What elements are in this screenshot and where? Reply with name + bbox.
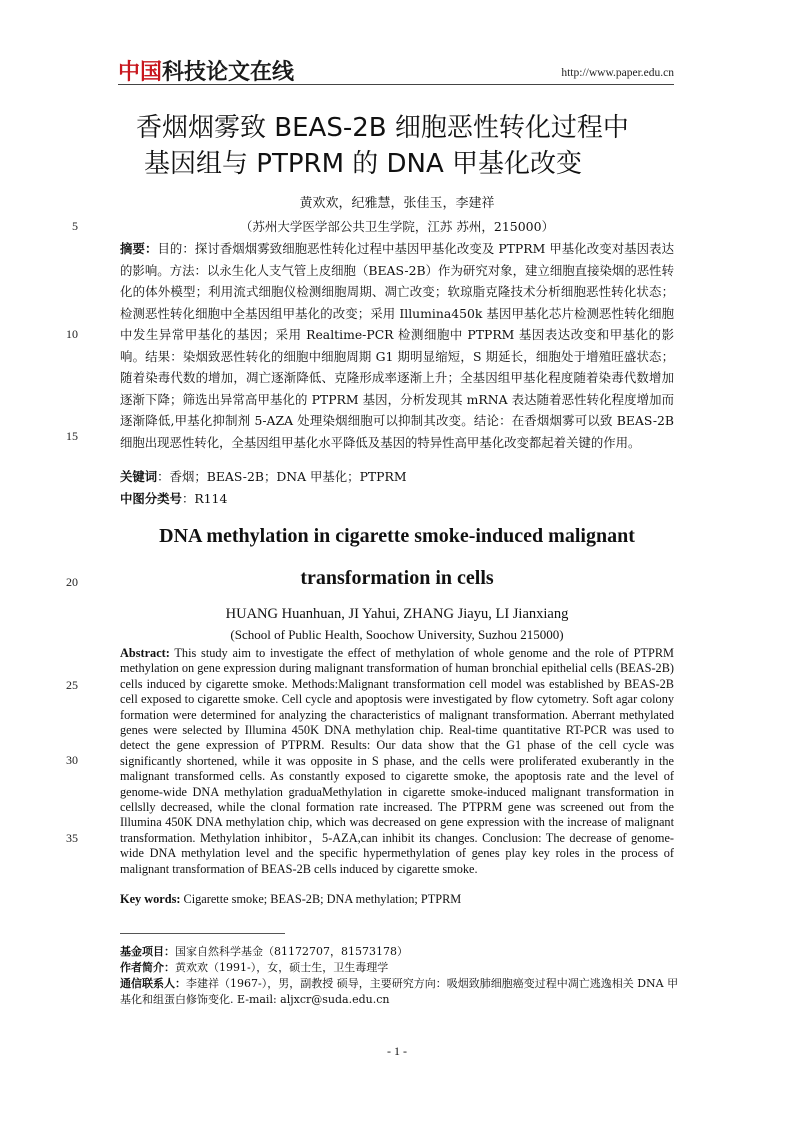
- keywords-cn: [120, 466, 674, 488]
- abstract-cn: [120, 238, 674, 453]
- line-number: 35: [66, 831, 78, 845]
- abstract-cn-text: 目的：探讨香烟烟雾致细胞恶性转化过程中基因甲基化改变及 PTPRM 甲基化改变对基因表达的影响。方法：以永生化人支气管上皮细胞（BEAS-2B）作为研究对象，建立细胞直接染烟的恶性转化的体外模型；利用流式细胞仪检测细胞周期、凋亡改变；软琼脂克隆技术分析细胞恶性转化状态；检测恶性转化细胞中全基因组甲基化的改变；采用 Illumina450k 基因甲基化芯片检测恶性转化细胞中发生异常甲基化的基因；采用 Realtime-PCR 检测细胞中 PTPRM 基因表达改变和甲基化的影响。结果：染烟致恶性转化的细胞中细胞周期 G1 期明显缩短，S 期延长，细胞处于增殖旺盛状态；随着染毒代数的增加，凋亡逐渐降低、克隆形成率逐渐上升；全基因组甲基化程度随着染毒代数增加逐渐下降；筛选出异常高甲基化的 PTPRM 基因，分析发现其 mRNA 表达随着恶性转化程度增加而逐渐降低,甲基化抑制剂 5-AZA 处理染烟细胞可以抑制其改变。结论：在香烟烟雾可以致 BEAS-2B 细胞出现恶性转化，全基因组甲基化水平降低及基因的特异性高甲基化改变都起着关键的作用。: [120, 241, 674, 450]
- abstract-cn-label: 摘要：: [120, 241, 158, 256]
- line-number: 25: [66, 678, 78, 692]
- abstract-en-text: This study aim to investigate the effect of methylation of whole genome and the role of PTPRM methylation on gene expression during malignant transformation of human bronchial epithelial cells (BEAS-2B) cells induced by cigarette smoke. Methods:Malignant transformation cell model was established by BEAS-2B cell exposed to cigarette smoke. Cell cycle and apoptosis were investigated by flow cytometry. Soft agar colony formation were determined for analyzing the characteristics of malignant transformation. Aberrant methylated genes were selected by Illumina 450K DNA methylation chip. Real-time quantitative RT-PCR was used to detect the gene expression of PTPRM. Results: Our data show that the G1 phase of the cell cycle was significantly shortened, while it was opposite in S phase, and the cells were proliferated exuberantly in the malignant transformed cells. As constantly exposed to cigarette smoke, the apoptosis rate and the level of genome-wide DNA methylation graduaMethylation in cigarette smoke-induced malignant transformation in cellslly decreased, while the clonal formation rate increased. The PTPRM gene was screened out from the Illumina 450K DNA methylation chip, which was decreased on gene expression with the increase of malignant transformation. Methylation inhibitor，5-AZA,can inhibit its changes. Conclusion: The decrease of genome-wide DNA methylation level and the specific hypermethylation of genes play key roles in the process of malignant transformation of BEAS-2B cells induced by cigarette smoke.: [120, 646, 674, 876]
- footnote-funding-label: 基金项目：: [120, 945, 175, 958]
- classification-cn: [120, 488, 674, 510]
- classification-cn-label: 中图分类号: [120, 491, 182, 506]
- affiliation-cn: （苏州大学医学部公共卫生学院，江苏 苏州，215000）: [239, 219, 555, 234]
- authors-en: HUANG Huanhuan, JI Yahui, ZHANG Jiayu, LI Jianxiang: [225, 606, 569, 622]
- classification-cn-text: ：R114: [181, 491, 228, 506]
- footnote-author: [120, 960, 680, 976]
- footnote-author-label: 作者简介：: [120, 961, 175, 974]
- abstract-en-label: Abstract:: [120, 646, 170, 660]
- footnote-contact: [120, 976, 680, 1008]
- footnote-author-text: 黄欢欢（1991-），女，硕士生，卫生毒理学: [175, 961, 389, 974]
- footnote-contact-text: 李建祥（1967-），男，副教授 硕导，主要研究方向：吸烟致肺细胞癌变过程中凋亡逃逸相关 DNA 甲基化和组蛋白修饰变化. E-mail: aljxcr@suda.edu.cn: [120, 977, 679, 1006]
- paper-title-cn-line1: 香烟烟雾致 BEAS-2B 细胞恶性转化过程中: [136, 113, 629, 143]
- paper-title-en-line2: transformation in cells: [300, 567, 494, 589]
- keywords-en: [120, 892, 674, 907]
- line-number: 30: [66, 753, 78, 767]
- footnote-funding: [120, 944, 680, 960]
- header-rule: [118, 84, 674, 85]
- keywords-en-text: Cigarette smoke; BEAS-2B; DNA methylation; PTPRM: [180, 892, 462, 906]
- line-number: 10: [66, 327, 78, 341]
- authors-cn: 黄欢欢，纪雅慧，张佳玉，李建祥: [299, 196, 495, 211]
- abstract-en: [120, 646, 674, 877]
- header-url[interactable]: http://www.paper.edu.cn: [561, 67, 674, 79]
- paper-title-cn-line2: 基因组与 PTPRM 的 DNA 甲基化改变: [144, 149, 583, 179]
- keywords-cn-text: ：香烟；BEAS-2B；DNA 甲基化；PTPRM: [157, 469, 407, 484]
- keywords-cn-label: 关键词: [120, 469, 158, 484]
- footnotes: [120, 944, 680, 1008]
- footnote-rule: [120, 933, 285, 934]
- line-number: 20: [66, 575, 78, 589]
- line-number: 5: [72, 219, 78, 233]
- line-number: 15: [66, 429, 78, 443]
- page-number: - 1 -: [387, 1044, 407, 1058]
- journal-logo: [118, 58, 294, 86]
- footnote-funding-text: 国家自然科学基金（81172707，81573178）: [175, 945, 408, 958]
- footnote-contact-label: 通信联系人：: [120, 977, 186, 990]
- logo-red-text: 中国: [118, 60, 163, 85]
- affiliation-en: (School of Public Health, Soochow University, Suzhou 215000): [230, 627, 564, 642]
- paper-title-en-line1: DNA methylation in cigarette smoke-induced malignant: [159, 525, 635, 547]
- paper-title-cn: [130, 110, 690, 182]
- logo-dark-text: 科技论文在线: [162, 60, 295, 85]
- keywords-en-label: Key words:: [120, 892, 181, 906]
